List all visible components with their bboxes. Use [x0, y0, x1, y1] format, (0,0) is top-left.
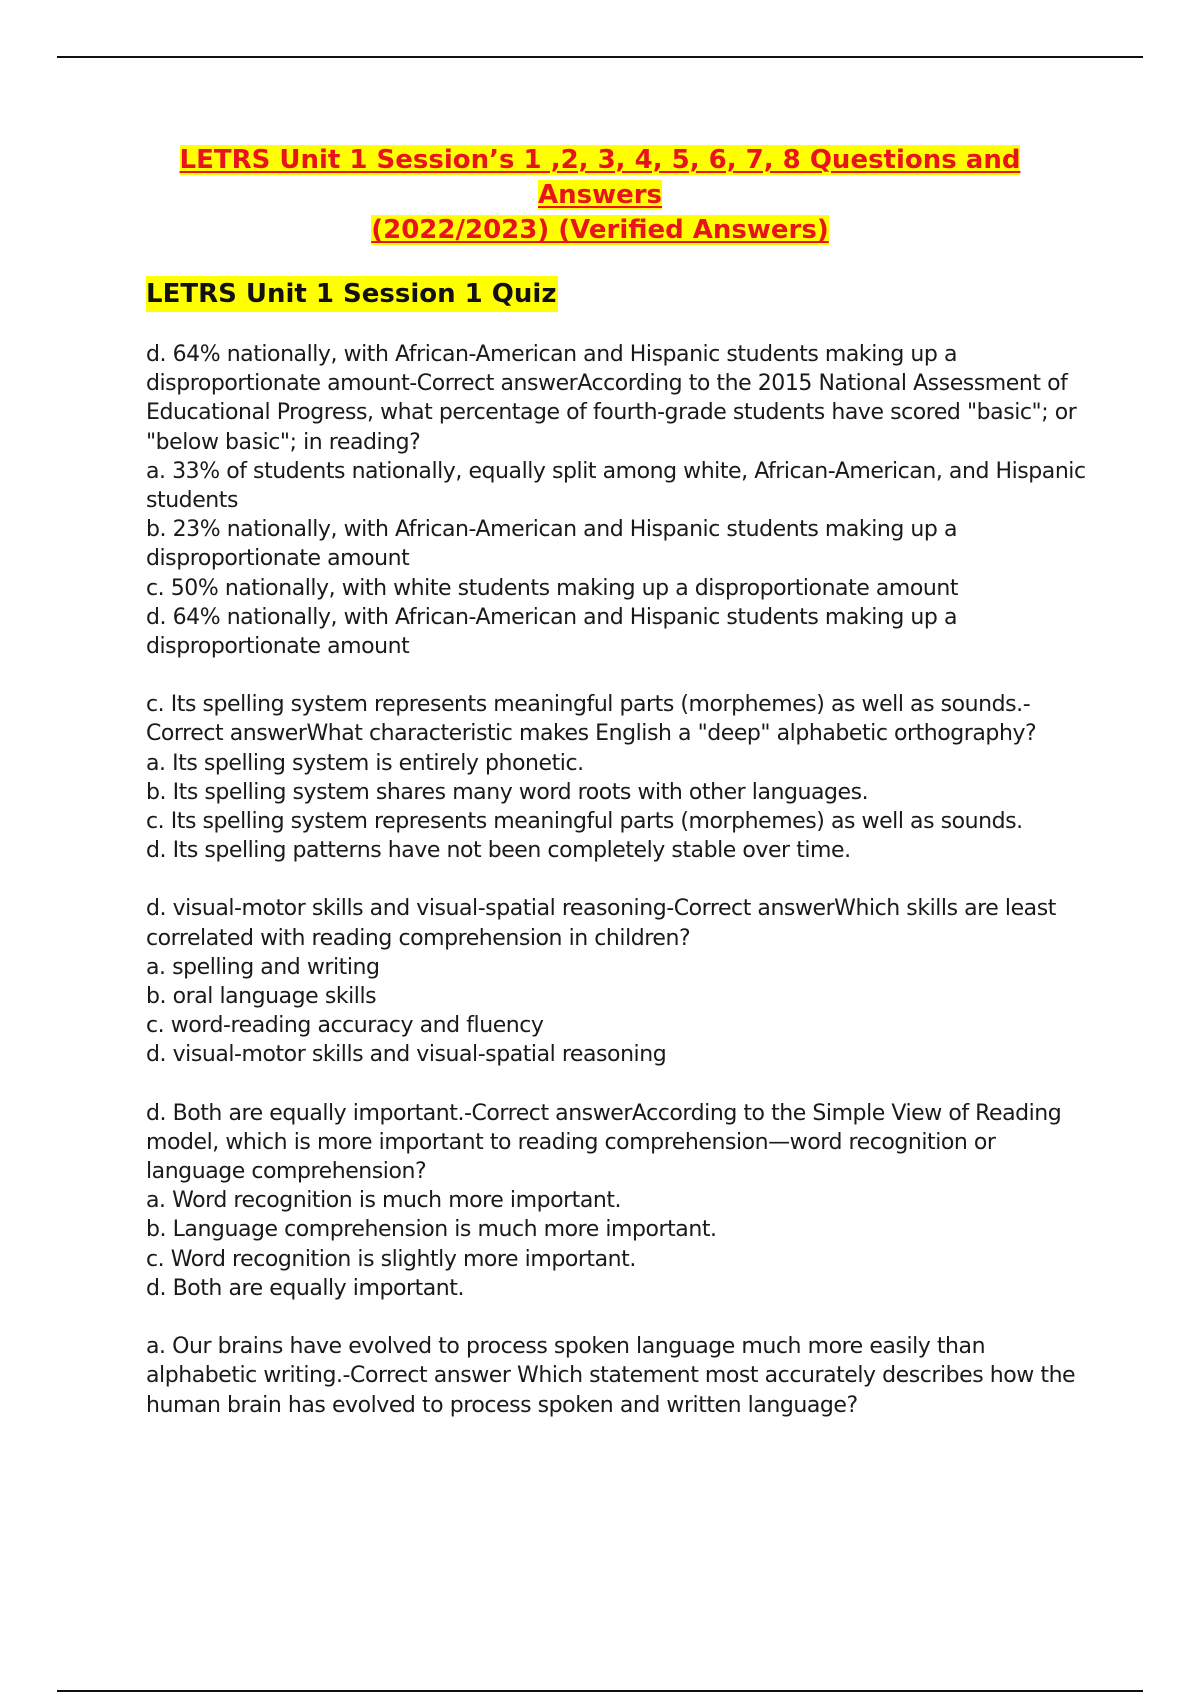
question-stem: d. Both are equally important.-Correct answerAccording to the Simple View of Reading model, which is more important to reading comprehension—word recognition or language comprehension?	[146, 1100, 1062, 1185]
answer-option: c. Word recognition is slightly more important.	[146, 1246, 636, 1272]
document-title-line-2: (2022/2023) (Verified Answers)	[371, 215, 829, 245]
answer-option: c. word-reading accuracy and fluency	[146, 1013, 544, 1039]
answer-option: d. Its spelling patterns have not been completely stable over time.	[146, 838, 851, 864]
question-block-2	[146, 690, 1096, 865]
answer-option: d. visual-motor skills and visual-spatial reasoning	[146, 1042, 667, 1068]
footer-rule	[57, 1690, 1143, 1692]
answer-option: c. Its spelling system represents meaningful parts (morphemes) as well as sounds.	[146, 809, 1023, 835]
question-block-5	[146, 1332, 1096, 1420]
answer-option: b. Its spelling system shares many word roots with other languages.	[146, 779, 869, 805]
question-stem: a. Our brains have evolved to process spoken language much more easily than alphabetic writing.-Correct answer Which statement most accurately describes how the human brain has evolved to process spoken and written language?	[146, 1334, 1076, 1418]
question-stem: c. Its spelling system represents meaningful parts (morphemes) as well as sounds.-Correct answerWhat characteristic makes English a "deep" alphabetic orthography?	[146, 692, 1037, 747]
question-block-1	[146, 340, 1096, 661]
question-block-3	[146, 894, 1096, 1069]
question-stem: d. visual-motor skills and visual-spatial reasoning-Correct answerWhich skills are least correlated with reading comprehension in children?	[146, 896, 1056, 951]
answer-option: b. 23% nationally, with African-American and Hispanic students making up a disproportionate amount	[146, 517, 958, 572]
answer-option: d. Both are equally important.	[146, 1275, 464, 1301]
questions-list	[146, 340, 1096, 1449]
document-title	[120, 143, 1080, 248]
document-title-line-1: LETRS Unit 1 Session’s 1 ,2, 3, 4, 5, 6, 7, 8 Questions and Answers	[179, 145, 1021, 210]
question-block-4	[146, 1099, 1096, 1303]
answer-option: b. Language comprehension is much more important.	[146, 1217, 717, 1243]
header-rule	[57, 56, 1143, 58]
question-stem: d. 64% nationally, with African-American and Hispanic students making up a disproportionate amount-Correct answerAccording to the 2015 National Assessment of Educational Progress, what percentage of fourth-grade students have scored "basic"; or "below basic"; in reading?	[146, 342, 1077, 455]
answer-option: c. 50% nationally, with white students making up a disproportionate amount	[146, 575, 959, 601]
answer-option: b. oral language skills	[146, 984, 377, 1010]
answer-option: a. spelling and writing	[146, 954, 380, 980]
answer-option: a. Its spelling system is entirely phonetic.	[146, 750, 584, 776]
answer-option: d. 64% nationally, with African-American and Hispanic students making up a disproportionate amount	[146, 604, 958, 660]
answer-option: a. Word recognition is much more important.	[146, 1188, 622, 1214]
answer-option: a. 33% of students nationally, equally split among white, African-American, and Hispanic students	[146, 458, 1086, 514]
section-heading: LETRS Unit 1 Session 1 Quiz	[146, 276, 558, 312]
